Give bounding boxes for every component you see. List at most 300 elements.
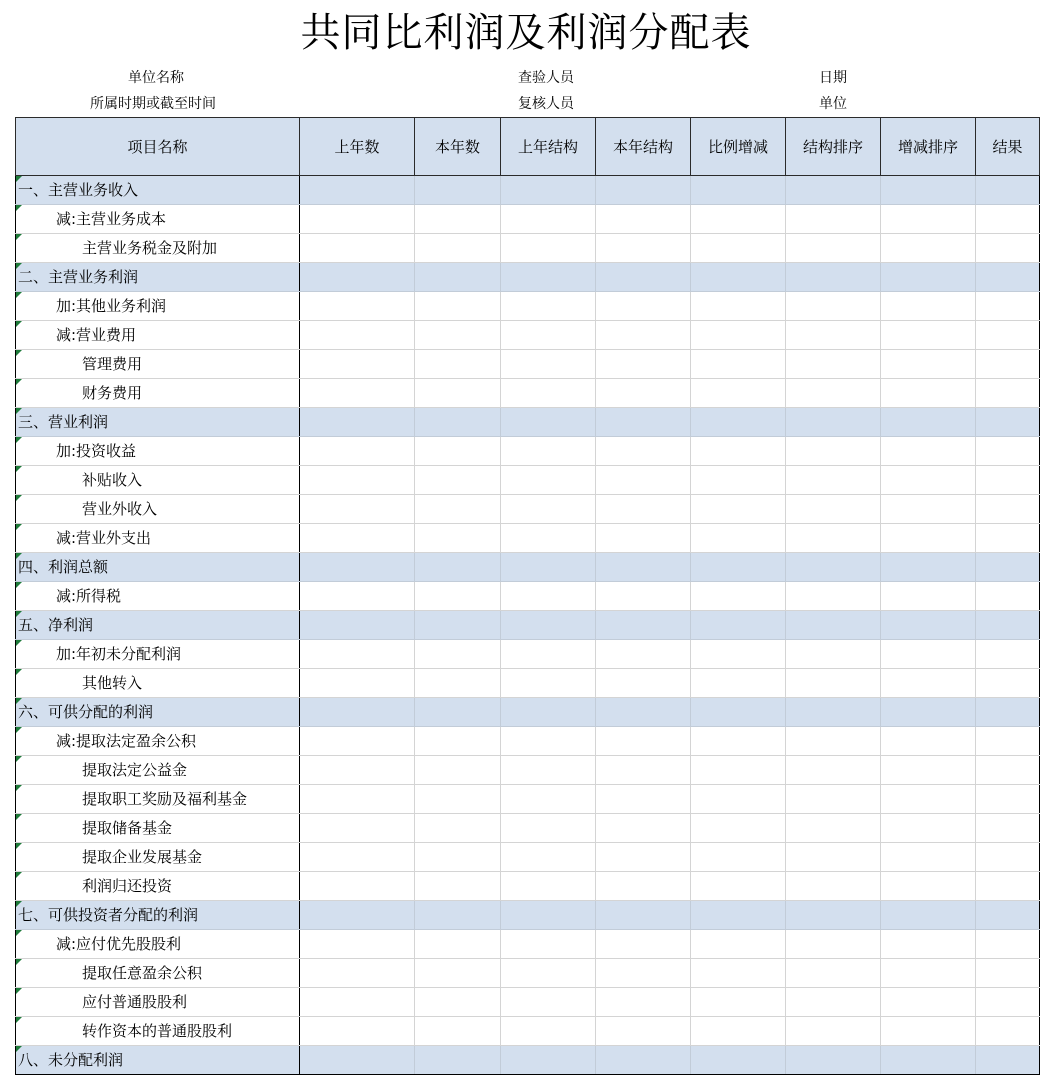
this-year-cell[interactable] bbox=[415, 466, 501, 495]
header-last-year[interactable]: 上年数 bbox=[300, 118, 415, 176]
header-ratio-change[interactable]: 比例增减 bbox=[691, 118, 786, 176]
this-year-structure-cell[interactable] bbox=[596, 727, 691, 756]
change-rank-cell[interactable] bbox=[881, 727, 976, 756]
ratio-change-cell[interactable] bbox=[691, 959, 786, 988]
result-cell[interactable] bbox=[976, 785, 1040, 814]
comment-marker-icon bbox=[16, 1017, 22, 1023]
ratio-change-cell[interactable] bbox=[691, 785, 786, 814]
last-year-structure-cell[interactable] bbox=[501, 466, 596, 495]
item-name-cell[interactable] bbox=[16, 814, 300, 843]
ratio-change-cell[interactable] bbox=[691, 263, 786, 292]
last-year-structure-cell[interactable] bbox=[501, 350, 596, 379]
change-rank-cell[interactable] bbox=[881, 843, 976, 872]
change-rank-cell[interactable] bbox=[881, 437, 976, 466]
result-cell[interactable] bbox=[976, 669, 1040, 698]
last-year-structure-cell[interactable] bbox=[501, 408, 596, 437]
this-year-structure-cell[interactable] bbox=[596, 785, 691, 814]
this-year-cell[interactable] bbox=[415, 1017, 501, 1046]
last-year-cell[interactable] bbox=[300, 727, 415, 756]
this-year-cell[interactable] bbox=[415, 988, 501, 1017]
structure-rank-cell[interactable] bbox=[786, 611, 881, 640]
this-year-cell[interactable] bbox=[415, 756, 501, 785]
header-structure-rank[interactable]: 结构排序 bbox=[786, 118, 881, 176]
last-year-cell[interactable] bbox=[300, 901, 415, 930]
item-name-label: 五、净利润 bbox=[18, 616, 94, 634]
change-rank-cell[interactable] bbox=[881, 988, 976, 1017]
change-rank-cell[interactable] bbox=[881, 350, 976, 379]
this-year-cell[interactable] bbox=[415, 176, 501, 205]
item-name-cell[interactable] bbox=[16, 785, 300, 814]
last-year-structure-cell[interactable] bbox=[501, 292, 596, 321]
item-name-cell[interactable] bbox=[16, 843, 300, 872]
this-year-structure-cell[interactable] bbox=[596, 698, 691, 727]
structure-rank-cell[interactable] bbox=[786, 698, 881, 727]
result-cell[interactable] bbox=[976, 756, 1040, 785]
change-rank-cell[interactable] bbox=[881, 1046, 976, 1075]
item-name-cell[interactable] bbox=[16, 350, 300, 379]
result-cell[interactable] bbox=[976, 872, 1040, 901]
change-rank-cell[interactable] bbox=[881, 176, 976, 205]
change-rank-cell[interactable] bbox=[881, 582, 976, 611]
item-name-label: 减:所得税 bbox=[56, 587, 122, 605]
last-year-cell[interactable] bbox=[300, 408, 415, 437]
change-rank-cell[interactable] bbox=[881, 872, 976, 901]
result-cell[interactable] bbox=[976, 640, 1040, 669]
change-rank-cell[interactable] bbox=[881, 379, 976, 408]
this-year-cell[interactable] bbox=[415, 408, 501, 437]
change-rank-cell[interactable] bbox=[881, 930, 976, 959]
header-change-rank[interactable]: 增减排序 bbox=[881, 118, 976, 176]
this-year-structure-cell[interactable] bbox=[596, 930, 691, 959]
result-cell[interactable] bbox=[976, 321, 1040, 350]
last-year-structure-cell[interactable] bbox=[501, 756, 596, 785]
result-cell[interactable] bbox=[976, 553, 1040, 582]
last-year-cell[interactable] bbox=[300, 1017, 415, 1046]
last-year-cell[interactable] bbox=[300, 669, 415, 698]
last-year-cell[interactable] bbox=[300, 524, 415, 553]
header-last-year-structure[interactable]: 上年结构 bbox=[501, 118, 596, 176]
result-cell[interactable] bbox=[976, 988, 1040, 1017]
last-year-cell[interactable] bbox=[300, 350, 415, 379]
last-year-cell[interactable] bbox=[300, 930, 415, 959]
this-year-structure-cell[interactable] bbox=[596, 466, 691, 495]
structure-rank-cell[interactable] bbox=[786, 234, 881, 263]
change-rank-cell[interactable] bbox=[881, 698, 976, 727]
result-cell[interactable] bbox=[976, 698, 1040, 727]
this-year-cell[interactable] bbox=[415, 698, 501, 727]
ratio-change-cell[interactable] bbox=[691, 437, 786, 466]
last-year-cell[interactable] bbox=[300, 234, 415, 263]
result-cell[interactable] bbox=[976, 582, 1040, 611]
ratio-change-cell[interactable] bbox=[691, 640, 786, 669]
item-name-cell[interactable] bbox=[16, 176, 300, 205]
last-year-cell[interactable] bbox=[300, 1046, 415, 1075]
structure-rank-cell[interactable] bbox=[786, 263, 881, 292]
this-year-structure-cell[interactable] bbox=[596, 553, 691, 582]
change-rank-cell[interactable] bbox=[881, 611, 976, 640]
change-rank-cell[interactable] bbox=[881, 785, 976, 814]
result-cell[interactable] bbox=[976, 901, 1040, 930]
ratio-change-cell[interactable] bbox=[691, 321, 786, 350]
last-year-cell[interactable] bbox=[300, 205, 415, 234]
this-year-cell[interactable] bbox=[415, 263, 501, 292]
ratio-change-cell[interactable] bbox=[691, 524, 786, 553]
ratio-change-cell[interactable] bbox=[691, 901, 786, 930]
structure-rank-cell[interactable] bbox=[786, 437, 881, 466]
comment-marker-icon bbox=[16, 495, 22, 501]
this-year-cell[interactable] bbox=[415, 640, 501, 669]
structure-rank-cell[interactable] bbox=[786, 901, 881, 930]
ratio-change-cell[interactable] bbox=[691, 1017, 786, 1046]
this-year-cell[interactable] bbox=[415, 785, 501, 814]
item-name-cell[interactable] bbox=[16, 640, 300, 669]
structure-rank-cell[interactable] bbox=[786, 843, 881, 872]
last-year-cell[interactable] bbox=[300, 756, 415, 785]
item-name-cell[interactable] bbox=[16, 1017, 300, 1046]
last-year-structure-cell[interactable] bbox=[501, 1017, 596, 1046]
change-rank-cell[interactable] bbox=[881, 901, 976, 930]
last-year-cell[interactable] bbox=[300, 640, 415, 669]
change-rank-cell[interactable] bbox=[881, 959, 976, 988]
change-rank-cell[interactable] bbox=[881, 321, 976, 350]
item-name-cell[interactable] bbox=[16, 292, 300, 321]
result-cell[interactable] bbox=[976, 524, 1040, 553]
structure-rank-cell[interactable] bbox=[786, 669, 881, 698]
structure-rank-cell[interactable] bbox=[786, 408, 881, 437]
item-name-cell[interactable] bbox=[16, 611, 300, 640]
this-year-cell[interactable] bbox=[415, 437, 501, 466]
item-name-cell[interactable] bbox=[16, 437, 300, 466]
structure-rank-cell[interactable] bbox=[786, 640, 881, 669]
this-year-structure-cell[interactable] bbox=[596, 379, 691, 408]
ratio-change-cell[interactable] bbox=[691, 988, 786, 1017]
change-rank-cell[interactable] bbox=[881, 292, 976, 321]
result-cell[interactable] bbox=[976, 1046, 1040, 1075]
comment-marker-icon bbox=[16, 727, 22, 733]
result-cell[interactable] bbox=[976, 263, 1040, 292]
this-year-structure-cell[interactable] bbox=[596, 263, 691, 292]
last-year-structure-cell[interactable] bbox=[501, 234, 596, 263]
last-year-cell[interactable] bbox=[300, 495, 415, 524]
last-year-cell[interactable] bbox=[300, 176, 415, 205]
this-year-cell[interactable] bbox=[415, 1046, 501, 1075]
last-year-cell[interactable] bbox=[300, 698, 415, 727]
item-name-cell[interactable] bbox=[16, 379, 300, 408]
comment-marker-icon bbox=[16, 843, 22, 849]
structure-rank-cell[interactable] bbox=[786, 1046, 881, 1075]
this-year-structure-cell[interactable] bbox=[596, 843, 691, 872]
last-year-cell[interactable] bbox=[300, 321, 415, 350]
ratio-change-cell[interactable] bbox=[691, 350, 786, 379]
item-name-cell[interactable] bbox=[16, 872, 300, 901]
structure-rank-cell[interactable] bbox=[786, 495, 881, 524]
last-year-structure-cell[interactable] bbox=[501, 698, 596, 727]
structure-rank-cell[interactable] bbox=[786, 466, 881, 495]
this-year-structure-cell[interactable] bbox=[596, 1017, 691, 1046]
this-year-structure-cell[interactable] bbox=[596, 669, 691, 698]
change-rank-cell[interactable] bbox=[881, 408, 976, 437]
structure-rank-cell[interactable] bbox=[786, 553, 881, 582]
this-year-structure-cell[interactable] bbox=[596, 321, 691, 350]
ratio-change-cell[interactable] bbox=[691, 234, 786, 263]
comment-marker-icon bbox=[16, 437, 22, 443]
last-year-cell[interactable] bbox=[300, 582, 415, 611]
this-year-cell[interactable] bbox=[415, 814, 501, 843]
header-result[interactable]: 结果 bbox=[976, 118, 1040, 176]
item-name-cell[interactable] bbox=[16, 408, 300, 437]
change-rank-cell[interactable] bbox=[881, 205, 976, 234]
last-year-structure-cell[interactable] bbox=[501, 959, 596, 988]
change-rank-cell[interactable] bbox=[881, 553, 976, 582]
item-name-cell[interactable] bbox=[16, 959, 300, 988]
last-year-structure-cell[interactable] bbox=[501, 669, 596, 698]
ratio-change-cell[interactable] bbox=[691, 408, 786, 437]
last-year-structure-cell[interactable] bbox=[501, 205, 596, 234]
change-rank-cell[interactable] bbox=[881, 1017, 976, 1046]
ratio-change-cell[interactable] bbox=[691, 756, 786, 785]
structure-rank-cell[interactable] bbox=[786, 814, 881, 843]
this-year-structure-cell[interactable] bbox=[596, 176, 691, 205]
ratio-change-cell[interactable] bbox=[691, 1046, 786, 1075]
this-year-cell[interactable] bbox=[415, 379, 501, 408]
this-year-structure-cell[interactable] bbox=[596, 1046, 691, 1075]
ratio-change-cell[interactable] bbox=[691, 582, 786, 611]
structure-rank-cell[interactable] bbox=[786, 524, 881, 553]
last-year-structure-cell[interactable] bbox=[501, 843, 596, 872]
structure-rank-cell[interactable] bbox=[786, 379, 881, 408]
last-year-structure-cell[interactable] bbox=[501, 611, 596, 640]
item-name-cell[interactable] bbox=[16, 495, 300, 524]
header-this-year[interactable]: 本年数 bbox=[415, 118, 501, 176]
this-year-structure-cell[interactable] bbox=[596, 495, 691, 524]
this-year-structure-cell[interactable] bbox=[596, 959, 691, 988]
ratio-change-cell[interactable] bbox=[691, 814, 786, 843]
header-item-name[interactable]: 项目名称 bbox=[16, 118, 300, 176]
change-rank-cell[interactable] bbox=[881, 466, 976, 495]
result-cell[interactable] bbox=[976, 814, 1040, 843]
last-year-structure-cell[interactable] bbox=[501, 437, 596, 466]
this-year-structure-cell[interactable] bbox=[596, 611, 691, 640]
ratio-change-cell[interactable] bbox=[691, 205, 786, 234]
last-year-cell[interactable] bbox=[300, 843, 415, 872]
this-year-cell[interactable] bbox=[415, 292, 501, 321]
item-name-cell[interactable] bbox=[16, 553, 300, 582]
change-rank-cell[interactable] bbox=[881, 524, 976, 553]
this-year-structure-cell[interactable] bbox=[596, 901, 691, 930]
this-year-structure-cell[interactable] bbox=[596, 988, 691, 1017]
this-year-cell[interactable] bbox=[415, 524, 501, 553]
last-year-structure-cell[interactable] bbox=[501, 582, 596, 611]
ratio-change-cell[interactable] bbox=[691, 611, 786, 640]
this-year-cell[interactable] bbox=[415, 553, 501, 582]
result-cell[interactable] bbox=[976, 292, 1040, 321]
ratio-change-cell[interactable] bbox=[691, 727, 786, 756]
ratio-change-cell[interactable] bbox=[691, 466, 786, 495]
structure-rank-cell[interactable] bbox=[786, 292, 881, 321]
this-year-structure-cell[interactable] bbox=[596, 437, 691, 466]
last-year-cell[interactable] bbox=[300, 988, 415, 1017]
last-year-structure-cell[interactable] bbox=[501, 640, 596, 669]
result-cell[interactable] bbox=[976, 205, 1040, 234]
last-year-cell[interactable] bbox=[300, 437, 415, 466]
this-year-structure-cell[interactable] bbox=[596, 872, 691, 901]
result-cell[interactable] bbox=[976, 1017, 1040, 1046]
item-name-cell[interactable] bbox=[16, 988, 300, 1017]
structure-rank-cell[interactable] bbox=[786, 176, 881, 205]
this-year-structure-cell[interactable] bbox=[596, 524, 691, 553]
last-year-structure-cell[interactable] bbox=[501, 524, 596, 553]
last-year-cell[interactable] bbox=[300, 814, 415, 843]
last-year-cell[interactable] bbox=[300, 292, 415, 321]
this-year-cell[interactable] bbox=[415, 611, 501, 640]
last-year-structure-cell[interactable] bbox=[501, 727, 596, 756]
ratio-change-cell[interactable] bbox=[691, 843, 786, 872]
item-name-cell[interactable] bbox=[16, 466, 300, 495]
last-year-structure-cell[interactable] bbox=[501, 495, 596, 524]
change-rank-cell[interactable] bbox=[881, 669, 976, 698]
structure-rank-cell[interactable] bbox=[786, 930, 881, 959]
ratio-change-cell[interactable] bbox=[691, 292, 786, 321]
item-name-label: 加:投资收益 bbox=[56, 442, 137, 460]
item-name-cell[interactable] bbox=[16, 901, 300, 930]
item-name-cell[interactable] bbox=[16, 698, 300, 727]
item-name-cell[interactable] bbox=[16, 727, 300, 756]
item-name-cell[interactable] bbox=[16, 524, 300, 553]
ratio-change-cell[interactable] bbox=[691, 495, 786, 524]
item-name-cell[interactable] bbox=[16, 205, 300, 234]
result-cell[interactable] bbox=[976, 959, 1040, 988]
structure-rank-cell[interactable] bbox=[786, 756, 881, 785]
this-year-structure-cell[interactable] bbox=[596, 350, 691, 379]
this-year-structure-cell[interactable] bbox=[596, 234, 691, 263]
ratio-change-cell[interactable] bbox=[691, 379, 786, 408]
last-year-structure-cell[interactable] bbox=[501, 263, 596, 292]
item-name-label: 一、主营业务收入 bbox=[18, 181, 139, 199]
this-year-cell[interactable] bbox=[415, 669, 501, 698]
this-year-cell[interactable] bbox=[415, 350, 501, 379]
change-rank-cell[interactable] bbox=[881, 756, 976, 785]
last-year-cell[interactable] bbox=[300, 959, 415, 988]
result-cell[interactable] bbox=[976, 234, 1040, 263]
last-year-cell[interactable] bbox=[300, 553, 415, 582]
ratio-change-cell[interactable] bbox=[691, 669, 786, 698]
header-this-year-structure[interactable]: 本年结构 bbox=[596, 118, 691, 176]
structure-rank-cell[interactable] bbox=[786, 205, 881, 234]
structure-rank-cell[interactable] bbox=[786, 350, 881, 379]
result-cell[interactable] bbox=[976, 495, 1040, 524]
structure-rank-cell[interactable] bbox=[786, 582, 881, 611]
this-year-structure-cell[interactable] bbox=[596, 582, 691, 611]
last-year-cell[interactable] bbox=[300, 466, 415, 495]
this-year-cell[interactable] bbox=[415, 495, 501, 524]
this-year-cell[interactable] bbox=[415, 872, 501, 901]
item-name-label: 减:营业费用 bbox=[56, 326, 137, 344]
change-rank-cell[interactable] bbox=[881, 263, 976, 292]
this-year-cell[interactable] bbox=[415, 234, 501, 263]
ratio-change-cell[interactable] bbox=[691, 176, 786, 205]
change-rank-cell[interactable] bbox=[881, 640, 976, 669]
last-year-structure-cell[interactable] bbox=[501, 321, 596, 350]
this-year-cell[interactable] bbox=[415, 321, 501, 350]
last-year-cell[interactable] bbox=[300, 263, 415, 292]
item-name-cell[interactable] bbox=[16, 263, 300, 292]
this-year-cell[interactable] bbox=[415, 205, 501, 234]
last-year-structure-cell[interactable] bbox=[501, 872, 596, 901]
result-cell[interactable] bbox=[976, 176, 1040, 205]
this-year-cell[interactable] bbox=[415, 843, 501, 872]
item-name-cell[interactable] bbox=[16, 756, 300, 785]
result-cell[interactable] bbox=[976, 379, 1040, 408]
result-cell[interactable] bbox=[976, 727, 1040, 756]
this-year-cell[interactable] bbox=[415, 930, 501, 959]
ratio-change-cell[interactable] bbox=[691, 698, 786, 727]
last-year-structure-cell[interactable] bbox=[501, 1046, 596, 1075]
change-rank-cell[interactable] bbox=[881, 495, 976, 524]
last-year-cell[interactable] bbox=[300, 611, 415, 640]
last-year-structure-cell[interactable] bbox=[501, 814, 596, 843]
this-year-structure-cell[interactable] bbox=[596, 205, 691, 234]
item-name-cell[interactable] bbox=[16, 582, 300, 611]
item-name-cell[interactable] bbox=[16, 930, 300, 959]
structure-rank-cell[interactable] bbox=[786, 1017, 881, 1046]
this-year-structure-cell[interactable] bbox=[596, 640, 691, 669]
last-year-structure-cell[interactable] bbox=[501, 930, 596, 959]
ratio-change-cell[interactable] bbox=[691, 553, 786, 582]
change-rank-cell[interactable] bbox=[881, 814, 976, 843]
result-cell[interactable] bbox=[976, 466, 1040, 495]
unit-name-label: 单位名称 bbox=[128, 70, 184, 86]
item-name-cell[interactable] bbox=[16, 321, 300, 350]
this-year-structure-cell[interactable] bbox=[596, 814, 691, 843]
result-cell[interactable] bbox=[976, 437, 1040, 466]
this-year-structure-cell[interactable] bbox=[596, 756, 691, 785]
this-year-cell[interactable] bbox=[415, 582, 501, 611]
last-year-structure-cell[interactable] bbox=[501, 553, 596, 582]
result-cell[interactable] bbox=[976, 611, 1040, 640]
ratio-change-cell[interactable] bbox=[691, 930, 786, 959]
last-year-structure-cell[interactable] bbox=[501, 785, 596, 814]
item-name-cell[interactable] bbox=[16, 234, 300, 263]
this-year-cell[interactable] bbox=[415, 727, 501, 756]
this-year-structure-cell[interactable] bbox=[596, 408, 691, 437]
structure-rank-cell[interactable] bbox=[786, 959, 881, 988]
comment-marker-icon bbox=[16, 408, 22, 414]
item-name-cell[interactable] bbox=[16, 1046, 300, 1075]
last-year-cell[interactable] bbox=[300, 872, 415, 901]
last-year-cell[interactable] bbox=[300, 379, 415, 408]
this-year-structure-cell[interactable] bbox=[596, 292, 691, 321]
change-rank-cell[interactable] bbox=[881, 234, 976, 263]
last-year-cell[interactable] bbox=[300, 785, 415, 814]
result-cell[interactable] bbox=[976, 408, 1040, 437]
last-year-structure-cell[interactable] bbox=[501, 988, 596, 1017]
result-cell[interactable] bbox=[976, 930, 1040, 959]
structure-rank-cell[interactable] bbox=[786, 727, 881, 756]
structure-rank-cell[interactable] bbox=[786, 872, 881, 901]
this-year-cell[interactable] bbox=[415, 959, 501, 988]
structure-rank-cell[interactable] bbox=[786, 785, 881, 814]
result-cell[interactable] bbox=[976, 350, 1040, 379]
this-year-cell[interactable] bbox=[415, 901, 501, 930]
structure-rank-cell[interactable] bbox=[786, 988, 881, 1017]
result-cell[interactable] bbox=[976, 843, 1040, 872]
last-year-structure-cell[interactable] bbox=[501, 901, 596, 930]
item-name-cell[interactable] bbox=[16, 669, 300, 698]
last-year-structure-cell[interactable] bbox=[501, 176, 596, 205]
ratio-change-cell[interactable] bbox=[691, 872, 786, 901]
last-year-structure-cell[interactable] bbox=[501, 379, 596, 408]
structure-rank-cell[interactable] bbox=[786, 321, 881, 350]
